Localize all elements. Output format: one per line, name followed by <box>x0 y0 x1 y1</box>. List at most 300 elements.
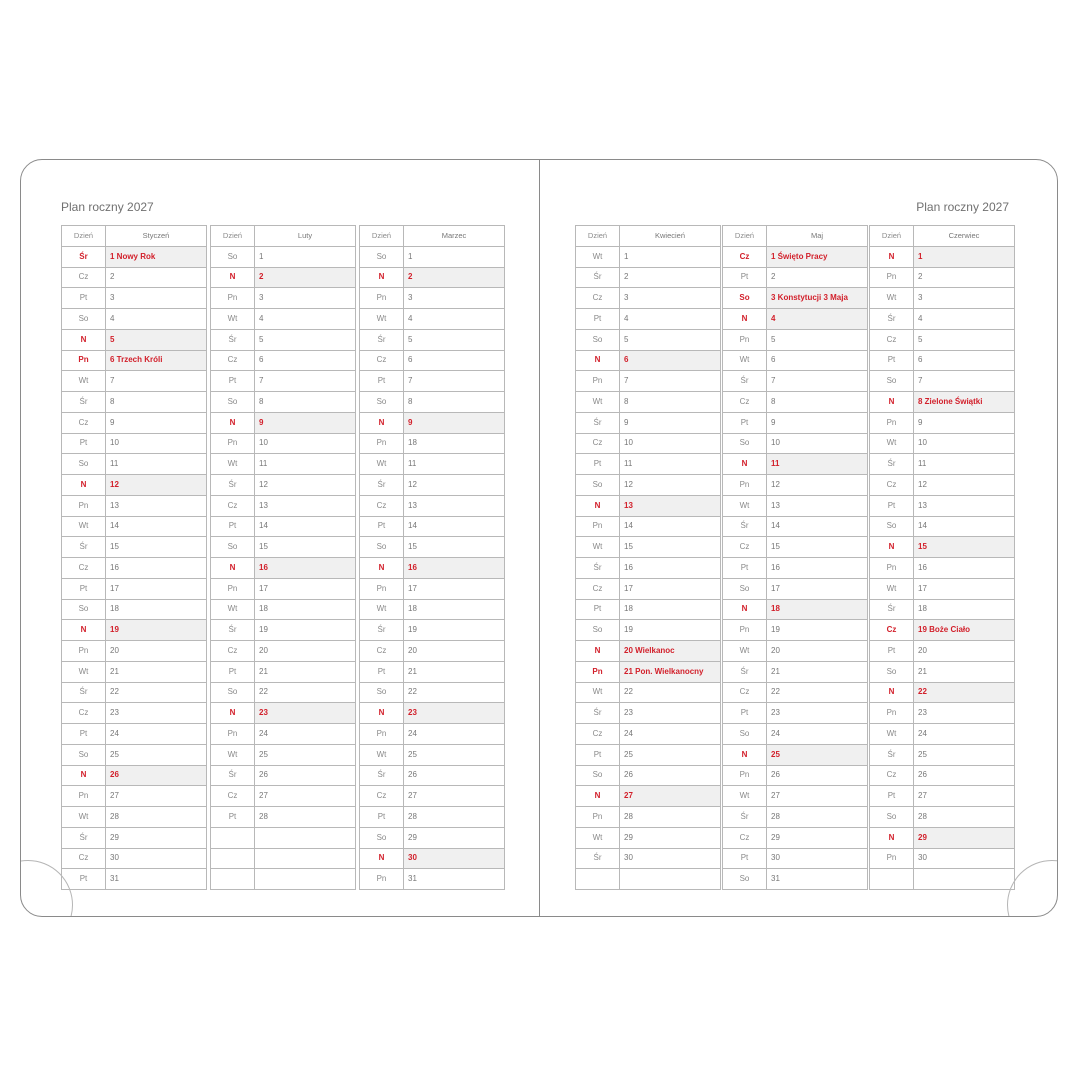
date-cell[interactable]: 9 <box>106 412 207 433</box>
date-cell[interactable]: 31 <box>404 869 505 890</box>
date-cell[interactable]: 30 <box>620 848 721 869</box>
date-cell[interactable]: 22 <box>767 682 868 703</box>
date-cell[interactable]: 8 <box>767 392 868 413</box>
table-row <box>62 329 207 350</box>
date-cell[interactable]: 10 <box>767 433 868 454</box>
date-cell[interactable]: 15 <box>404 537 505 558</box>
date-cell[interactable]: 31 <box>767 869 868 890</box>
date-cell[interactable]: 4 <box>620 309 721 330</box>
date-cell[interactable]: 24 <box>255 724 356 745</box>
date-cell[interactable]: 20 <box>914 641 1015 662</box>
date-cell[interactable]: 11 <box>255 454 356 475</box>
date-cell[interactable]: 22 <box>106 682 207 703</box>
table-row <box>211 848 356 869</box>
date-cell[interactable]: 26 <box>255 765 356 786</box>
date-cell[interactable]: 19 <box>620 620 721 641</box>
table-row <box>211 267 356 288</box>
date-cell[interactable]: 16 <box>255 558 356 579</box>
date-cell[interactable]: 11 <box>106 454 207 475</box>
date-cell[interactable]: 21 <box>404 661 505 682</box>
date-cell[interactable]: 25 <box>620 744 721 765</box>
date-cell[interactable]: 17 <box>404 578 505 599</box>
table-row <box>870 309 1015 330</box>
date-cell[interactable]: 8 <box>404 392 505 413</box>
date-cell[interactable]: 9 <box>914 412 1015 433</box>
weekday-cell: N <box>576 350 620 371</box>
date-cell[interactable]: 11 <box>404 454 505 475</box>
weekday-cell: Pn <box>62 641 106 662</box>
date-cell[interactable]: 4 <box>767 309 868 330</box>
weekday-cell: Śr <box>576 412 620 433</box>
date-cell[interactable]: 29 <box>404 827 505 848</box>
date-cell[interactable]: 12 <box>106 475 207 496</box>
weekday-cell: Cz <box>723 246 767 267</box>
date-cell[interactable]: 6 <box>767 350 868 371</box>
table-row <box>870 869 1015 890</box>
date-cell[interactable]: 23 <box>914 703 1015 724</box>
table-row <box>211 329 356 350</box>
weekday-cell: Śr <box>360 329 404 350</box>
date-cell[interactable]: 19 <box>767 620 868 641</box>
weekday-cell: Cz <box>360 641 404 662</box>
date-cell[interactable]: 15 <box>106 537 207 558</box>
date-cell[interactable]: 23 <box>255 703 356 724</box>
table-row <box>62 350 207 371</box>
date-cell[interactable]: 12 <box>620 475 721 496</box>
date-cell[interactable]: 26 <box>404 765 505 786</box>
weekday-cell: N <box>360 558 404 579</box>
date-cell[interactable]: 3 <box>106 288 207 309</box>
table-row <box>211 412 356 433</box>
date-cell[interactable]: 3 <box>620 288 721 309</box>
table-row <box>870 329 1015 350</box>
date-cell[interactable]: 3 <box>914 288 1015 309</box>
table-row <box>62 620 207 641</box>
date-cell[interactable]: 8 <box>106 392 207 413</box>
table-row <box>576 807 721 828</box>
date-cell[interactable]: 3 <box>404 288 505 309</box>
date-cell[interactable]: 26 <box>106 765 207 786</box>
date-cell[interactable]: 1 <box>620 246 721 267</box>
date-cell[interactable]: 24 <box>106 724 207 745</box>
date-cell[interactable]: 5 <box>914 329 1015 350</box>
date-cell[interactable]: 16 <box>106 558 207 579</box>
table-row <box>576 537 721 558</box>
date-cell[interactable]: 9 <box>255 412 356 433</box>
weekday-cell: Śr <box>62 246 106 267</box>
date-cell[interactable]: 21 <box>914 661 1015 682</box>
month-header-row <box>211 226 356 247</box>
table-row <box>576 765 721 786</box>
date-cell[interactable]: 16 <box>404 558 505 579</box>
date-cell[interactable]: 30 <box>914 848 1015 869</box>
date-cell[interactable]: 7 <box>620 371 721 392</box>
date-cell[interactable]: 10 <box>620 433 721 454</box>
table-row <box>360 475 505 496</box>
table-row <box>360 827 505 848</box>
date-cell[interactable]: 16 <box>914 558 1015 579</box>
date-cell[interactable]: 27 <box>404 786 505 807</box>
weekday-cell: Śr <box>211 765 255 786</box>
weekday-cell: Pn <box>576 661 620 682</box>
date-cell[interactable]: 25 <box>767 744 868 765</box>
date-cell[interactable]: 10 <box>914 433 1015 454</box>
page-title-left: Plan roczny 2027 <box>61 200 154 214</box>
table-row <box>62 599 207 620</box>
table-row <box>62 288 207 309</box>
table-row <box>360 288 505 309</box>
date-cell[interactable]: 12 <box>914 475 1015 496</box>
date-cell[interactable]: 22 <box>914 682 1015 703</box>
date-cell[interactable]: 27 <box>620 786 721 807</box>
month-name-header: Styczeń <box>106 226 207 247</box>
date-cell[interactable]: 2 <box>255 267 356 288</box>
date-cell[interactable]: 5 <box>404 329 505 350</box>
date-cell[interactable]: 14 <box>620 516 721 537</box>
date-cell[interactable]: 13 <box>106 495 207 516</box>
date-cell[interactable]: 30 <box>106 848 207 869</box>
weekday-cell: So <box>62 744 106 765</box>
date-cell[interactable]: 20 <box>255 641 356 662</box>
weekday-cell: N <box>723 599 767 620</box>
table-row <box>360 599 505 620</box>
date-cell[interactable]: 7 <box>404 371 505 392</box>
weekday-cell: Cz <box>211 641 255 662</box>
table-row <box>576 495 721 516</box>
table-row <box>576 724 721 745</box>
date-cell[interactable]: 24 <box>404 724 505 745</box>
date-cell[interactable]: 22 <box>255 682 356 703</box>
date-cell[interactable]: 20 <box>767 641 868 662</box>
weekday-cell: Pn <box>870 267 914 288</box>
table-row <box>360 392 505 413</box>
weekday-cell: N <box>360 412 404 433</box>
weekday-cell: So <box>211 682 255 703</box>
date-cell[interactable]: 2 <box>404 267 505 288</box>
table-row <box>870 392 1015 413</box>
table-row <box>576 475 721 496</box>
table-row <box>360 765 505 786</box>
date-cell[interactable]: 2 <box>914 267 1015 288</box>
day-column-header: Dzień <box>62 226 106 247</box>
date-cell[interactable]: 1 Nowy Rok <box>106 246 207 267</box>
weekday-cell: Pt <box>723 412 767 433</box>
weekday-cell: So <box>360 392 404 413</box>
date-cell[interactable]: 23 <box>404 703 505 724</box>
table-row <box>62 433 207 454</box>
weekday-cell: Wt <box>723 350 767 371</box>
table-row <box>870 641 1015 662</box>
date-cell[interactable] <box>620 869 721 890</box>
date-cell[interactable]: 27 <box>767 786 868 807</box>
date-cell[interactable]: 15 <box>914 537 1015 558</box>
date-cell[interactable]: 17 <box>767 578 868 599</box>
date-cell[interactable]: 13 <box>767 495 868 516</box>
weekday-cell: N <box>360 848 404 869</box>
weekday-cell: So <box>360 246 404 267</box>
date-cell[interactable]: 13 <box>914 495 1015 516</box>
weekday-cell: Pn <box>576 371 620 392</box>
weekday-cell <box>576 869 620 890</box>
table-row <box>723 267 868 288</box>
table-row <box>62 371 207 392</box>
date-cell[interactable]: 17 <box>106 578 207 599</box>
weekday-cell: Śr <box>360 620 404 641</box>
table-row <box>62 537 207 558</box>
table-row <box>360 495 505 516</box>
date-cell[interactable]: 19 Boże Ciało <box>914 620 1015 641</box>
month-header-row <box>870 226 1015 247</box>
date-cell[interactable]: 18 <box>914 599 1015 620</box>
date-cell[interactable]: 27 <box>106 786 207 807</box>
date-cell[interactable]: 1 Święto Pracy <box>767 246 868 267</box>
date-cell[interactable]: 14 <box>914 516 1015 537</box>
weekday-cell: Cz <box>360 495 404 516</box>
date-cell[interactable]: 29 <box>767 827 868 848</box>
weekday-cell: Pt <box>870 641 914 662</box>
table-row <box>360 724 505 745</box>
weekday-cell: Śr <box>576 267 620 288</box>
weekday-cell: Wt <box>360 744 404 765</box>
month-table-june <box>869 225 1015 890</box>
date-cell[interactable]: 5 <box>106 329 207 350</box>
date-cell[interactable]: 21 <box>255 661 356 682</box>
date-cell[interactable]: 4 <box>404 309 505 330</box>
table-row <box>723 827 868 848</box>
date-cell[interactable]: 1 <box>914 246 1015 267</box>
date-cell[interactable]: 8 <box>255 392 356 413</box>
date-cell[interactable]: 17 <box>620 578 721 599</box>
weekday-cell: Pt <box>576 454 620 475</box>
date-cell[interactable]: 19 <box>255 620 356 641</box>
date-cell[interactable]: 23 <box>106 703 207 724</box>
date-cell[interactable]: 11 <box>620 454 721 475</box>
date-cell[interactable]: 28 <box>620 807 721 828</box>
date-cell[interactable]: 10 <box>255 433 356 454</box>
date-cell[interactable]: 17 <box>914 578 1015 599</box>
date-cell[interactable]: 27 <box>255 786 356 807</box>
table-row <box>62 807 207 828</box>
date-cell[interactable]: 22 <box>404 682 505 703</box>
date-cell[interactable]: 24 <box>914 724 1015 745</box>
date-cell[interactable]: 18 <box>404 599 505 620</box>
table-row <box>211 454 356 475</box>
date-cell[interactable]: 30 <box>404 848 505 869</box>
table-row <box>576 267 721 288</box>
date-cell[interactable]: 12 <box>404 475 505 496</box>
table-row <box>870 288 1015 309</box>
date-cell[interactable]: 25 <box>914 744 1015 765</box>
date-cell[interactable]: 2 <box>106 267 207 288</box>
table-row <box>360 661 505 682</box>
date-cell[interactable]: 5 <box>620 329 721 350</box>
weekday-cell: Wt <box>360 599 404 620</box>
weekday-cell: N <box>723 744 767 765</box>
date-cell[interactable]: 6 <box>255 350 356 371</box>
date-cell[interactable]: 25 <box>106 744 207 765</box>
date-cell[interactable]: 6 <box>404 350 505 371</box>
weekday-cell: Śr <box>211 475 255 496</box>
date-cell[interactable]: 28 <box>404 807 505 828</box>
table-row <box>723 807 868 828</box>
date-cell[interactable]: 4 <box>914 309 1015 330</box>
day-column-header: Dzień <box>360 226 404 247</box>
weekday-cell: Cz <box>211 350 255 371</box>
date-cell[interactable]: 3 Konstytucji 3 Maja <box>767 288 868 309</box>
date-cell[interactable]: 5 <box>767 329 868 350</box>
date-cell[interactable]: 28 <box>106 807 207 828</box>
weekday-cell: So <box>576 329 620 350</box>
date-cell[interactable]: 23 <box>767 703 868 724</box>
date-cell[interactable]: 9 <box>767 412 868 433</box>
date-cell[interactable]: 19 <box>404 620 505 641</box>
weekday-cell: Pt <box>360 516 404 537</box>
date-cell[interactable]: 27 <box>914 786 1015 807</box>
date-cell[interactable]: 4 <box>255 309 356 330</box>
date-cell[interactable]: 25 <box>404 744 505 765</box>
date-cell[interactable]: 30 <box>767 848 868 869</box>
date-cell[interactable]: 18 <box>767 599 868 620</box>
date-cell[interactable]: 18 <box>255 599 356 620</box>
date-cell[interactable]: 8 <box>620 392 721 413</box>
date-cell[interactable]: 21 <box>767 661 868 682</box>
date-cell[interactable]: 16 <box>620 558 721 579</box>
date-cell[interactable]: 6 <box>620 350 721 371</box>
date-cell[interactable]: 18 <box>404 433 505 454</box>
date-cell[interactable]: 18 <box>620 599 721 620</box>
weekday-cell: Wt <box>723 641 767 662</box>
date-cell[interactable] <box>255 869 356 890</box>
date-cell[interactable]: 20 <box>106 641 207 662</box>
date-cell[interactable]: 24 <box>620 724 721 745</box>
date-cell[interactable]: 8 Zielone Świątki <box>914 392 1015 413</box>
weekday-cell: Pn <box>723 620 767 641</box>
date-cell[interactable]: 7 <box>914 371 1015 392</box>
weekday-cell: Pt <box>62 288 106 309</box>
date-cell[interactable]: 7 <box>106 371 207 392</box>
table-row <box>211 350 356 371</box>
table-row <box>211 371 356 392</box>
date-cell[interactable]: 15 <box>255 537 356 558</box>
table-row <box>576 827 721 848</box>
table-row <box>211 309 356 330</box>
weekday-cell: N <box>870 827 914 848</box>
date-cell[interactable]: 25 <box>255 744 356 765</box>
date-cell[interactable]: 14 <box>106 516 207 537</box>
date-cell[interactable]: 6 Trzech Króli <box>106 350 207 371</box>
weekday-cell: Wt <box>360 309 404 330</box>
date-cell[interactable]: 17 <box>255 578 356 599</box>
month-table-february <box>210 225 356 890</box>
date-cell[interactable]: 28 <box>255 807 356 828</box>
weekday-cell: Śr <box>62 392 106 413</box>
date-cell[interactable] <box>914 869 1015 890</box>
date-cell[interactable]: 2 <box>767 267 868 288</box>
weekday-cell: Wt <box>62 371 106 392</box>
date-cell[interactable]: 15 <box>767 537 868 558</box>
weekday-cell: So <box>360 537 404 558</box>
date-cell[interactable]: 6 <box>914 350 1015 371</box>
weekday-cell: Pn <box>360 724 404 745</box>
weekday-cell: Cz <box>360 350 404 371</box>
table-row <box>360 558 505 579</box>
date-cell[interactable]: 10 <box>106 433 207 454</box>
date-cell[interactable]: 21 Pon. Wielkanocny <box>620 661 721 682</box>
date-cell[interactable]: 7 <box>767 371 868 392</box>
date-cell[interactable]: 13 <box>255 495 356 516</box>
weekday-cell: Pt <box>723 848 767 869</box>
table-row <box>870 454 1015 475</box>
weekday-cell: Wt <box>870 433 914 454</box>
date-cell[interactable] <box>255 827 356 848</box>
table-row <box>576 661 721 682</box>
weekday-cell: So <box>576 620 620 641</box>
weekday-cell: N <box>870 392 914 413</box>
date-cell[interactable]: 20 <box>404 641 505 662</box>
date-cell[interactable]: 22 <box>620 682 721 703</box>
date-cell[interactable]: 21 <box>106 661 207 682</box>
date-cell[interactable]: 23 <box>620 703 721 724</box>
date-cell[interactable]: 18 <box>106 599 207 620</box>
date-cell[interactable]: 1 <box>404 246 505 267</box>
date-cell[interactable]: 14 <box>767 516 868 537</box>
day-column-header: Dzień <box>576 226 620 247</box>
date-cell[interactable]: 29 <box>914 827 1015 848</box>
weekday-cell: Cz <box>62 267 106 288</box>
date-cell[interactable]: 26 <box>914 765 1015 786</box>
date-cell[interactable]: 16 <box>767 558 868 579</box>
date-cell[interactable]: 20 Wielkanoc <box>620 641 721 662</box>
date-cell[interactable]: 29 <box>620 827 721 848</box>
weekday-cell: So <box>62 309 106 330</box>
date-cell[interactable]: 26 <box>620 765 721 786</box>
date-cell[interactable]: 12 <box>255 475 356 496</box>
date-cell[interactable]: 14 <box>404 516 505 537</box>
date-cell[interactable]: 19 <box>106 620 207 641</box>
date-cell[interactable] <box>255 848 356 869</box>
date-cell[interactable]: 13 <box>620 495 721 516</box>
date-cell[interactable]: 3 <box>255 288 356 309</box>
date-cell[interactable]: 14 <box>255 516 356 537</box>
date-cell[interactable]: 5 <box>255 329 356 350</box>
date-cell[interactable]: 31 <box>106 869 207 890</box>
date-cell[interactable]: 29 <box>106 827 207 848</box>
date-cell[interactable]: 11 <box>914 454 1015 475</box>
weekday-cell: Śr <box>870 454 914 475</box>
date-cell[interactable]: 28 <box>767 807 868 828</box>
date-cell[interactable]: 28 <box>914 807 1015 828</box>
date-cell[interactable]: 11 <box>767 454 868 475</box>
table-row <box>576 392 721 413</box>
table-row <box>723 516 868 537</box>
date-cell[interactable]: 24 <box>767 724 868 745</box>
date-cell[interactable]: 4 <box>106 309 207 330</box>
weekday-cell: Wt <box>211 744 255 765</box>
date-cell[interactable]: 2 <box>620 267 721 288</box>
date-cell[interactable]: 7 <box>255 371 356 392</box>
table-row <box>723 537 868 558</box>
date-cell[interactable]: 13 <box>404 495 505 516</box>
date-cell[interactable]: 12 <box>767 475 868 496</box>
date-cell[interactable]: 1 <box>255 246 356 267</box>
table-row <box>870 807 1015 828</box>
date-cell[interactable]: 9 <box>404 412 505 433</box>
date-cell[interactable]: 15 <box>620 537 721 558</box>
date-cell[interactable]: 9 <box>620 412 721 433</box>
table-row <box>62 703 207 724</box>
weekday-cell: Wt <box>211 454 255 475</box>
date-cell[interactable]: 26 <box>767 765 868 786</box>
